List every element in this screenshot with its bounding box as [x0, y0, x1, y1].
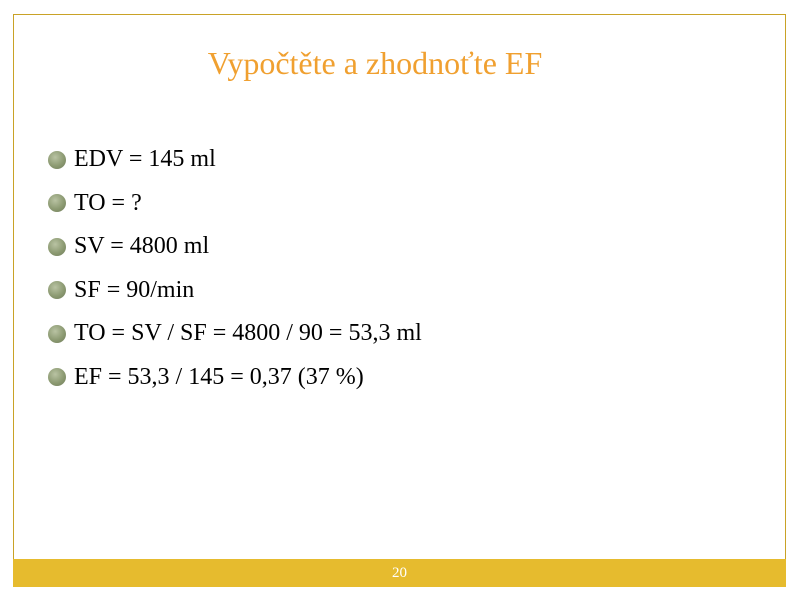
bullet-dot-icon [48, 238, 66, 256]
bullet-text: SF = 90/min [74, 276, 195, 303]
bullet-list [48, 138, 422, 399]
slide-title: Vypočtěte a zhodnoťte EF [207, 45, 543, 81]
bullet-dot-icon [48, 325, 66, 343]
bullet-item [48, 312, 422, 356]
bullet-item [48, 138, 422, 182]
bullet-text: EF = 53,3 / 145 = 0,37 (37 %) [74, 363, 364, 390]
bullet-item [48, 182, 422, 226]
bullet-text: EDV = 145 ml [74, 146, 216, 173]
bullet-item [48, 225, 422, 269]
footer-bar [13, 559, 786, 587]
bullet-dot-icon [48, 194, 66, 212]
bullet-dot-icon [48, 368, 66, 386]
bullet-text: TO = ? [74, 189, 142, 216]
bullet-text: SV = 4800 ml [74, 233, 210, 260]
bullet-dot-icon [48, 281, 66, 299]
bullet-item [48, 356, 422, 400]
bullet-item [48, 269, 422, 313]
bullet-text: TO = SV / SF = 4800 / 90 = 53,3 ml [74, 320, 422, 347]
page-number: 20 [392, 565, 407, 581]
bullet-dot-icon [48, 151, 66, 169]
